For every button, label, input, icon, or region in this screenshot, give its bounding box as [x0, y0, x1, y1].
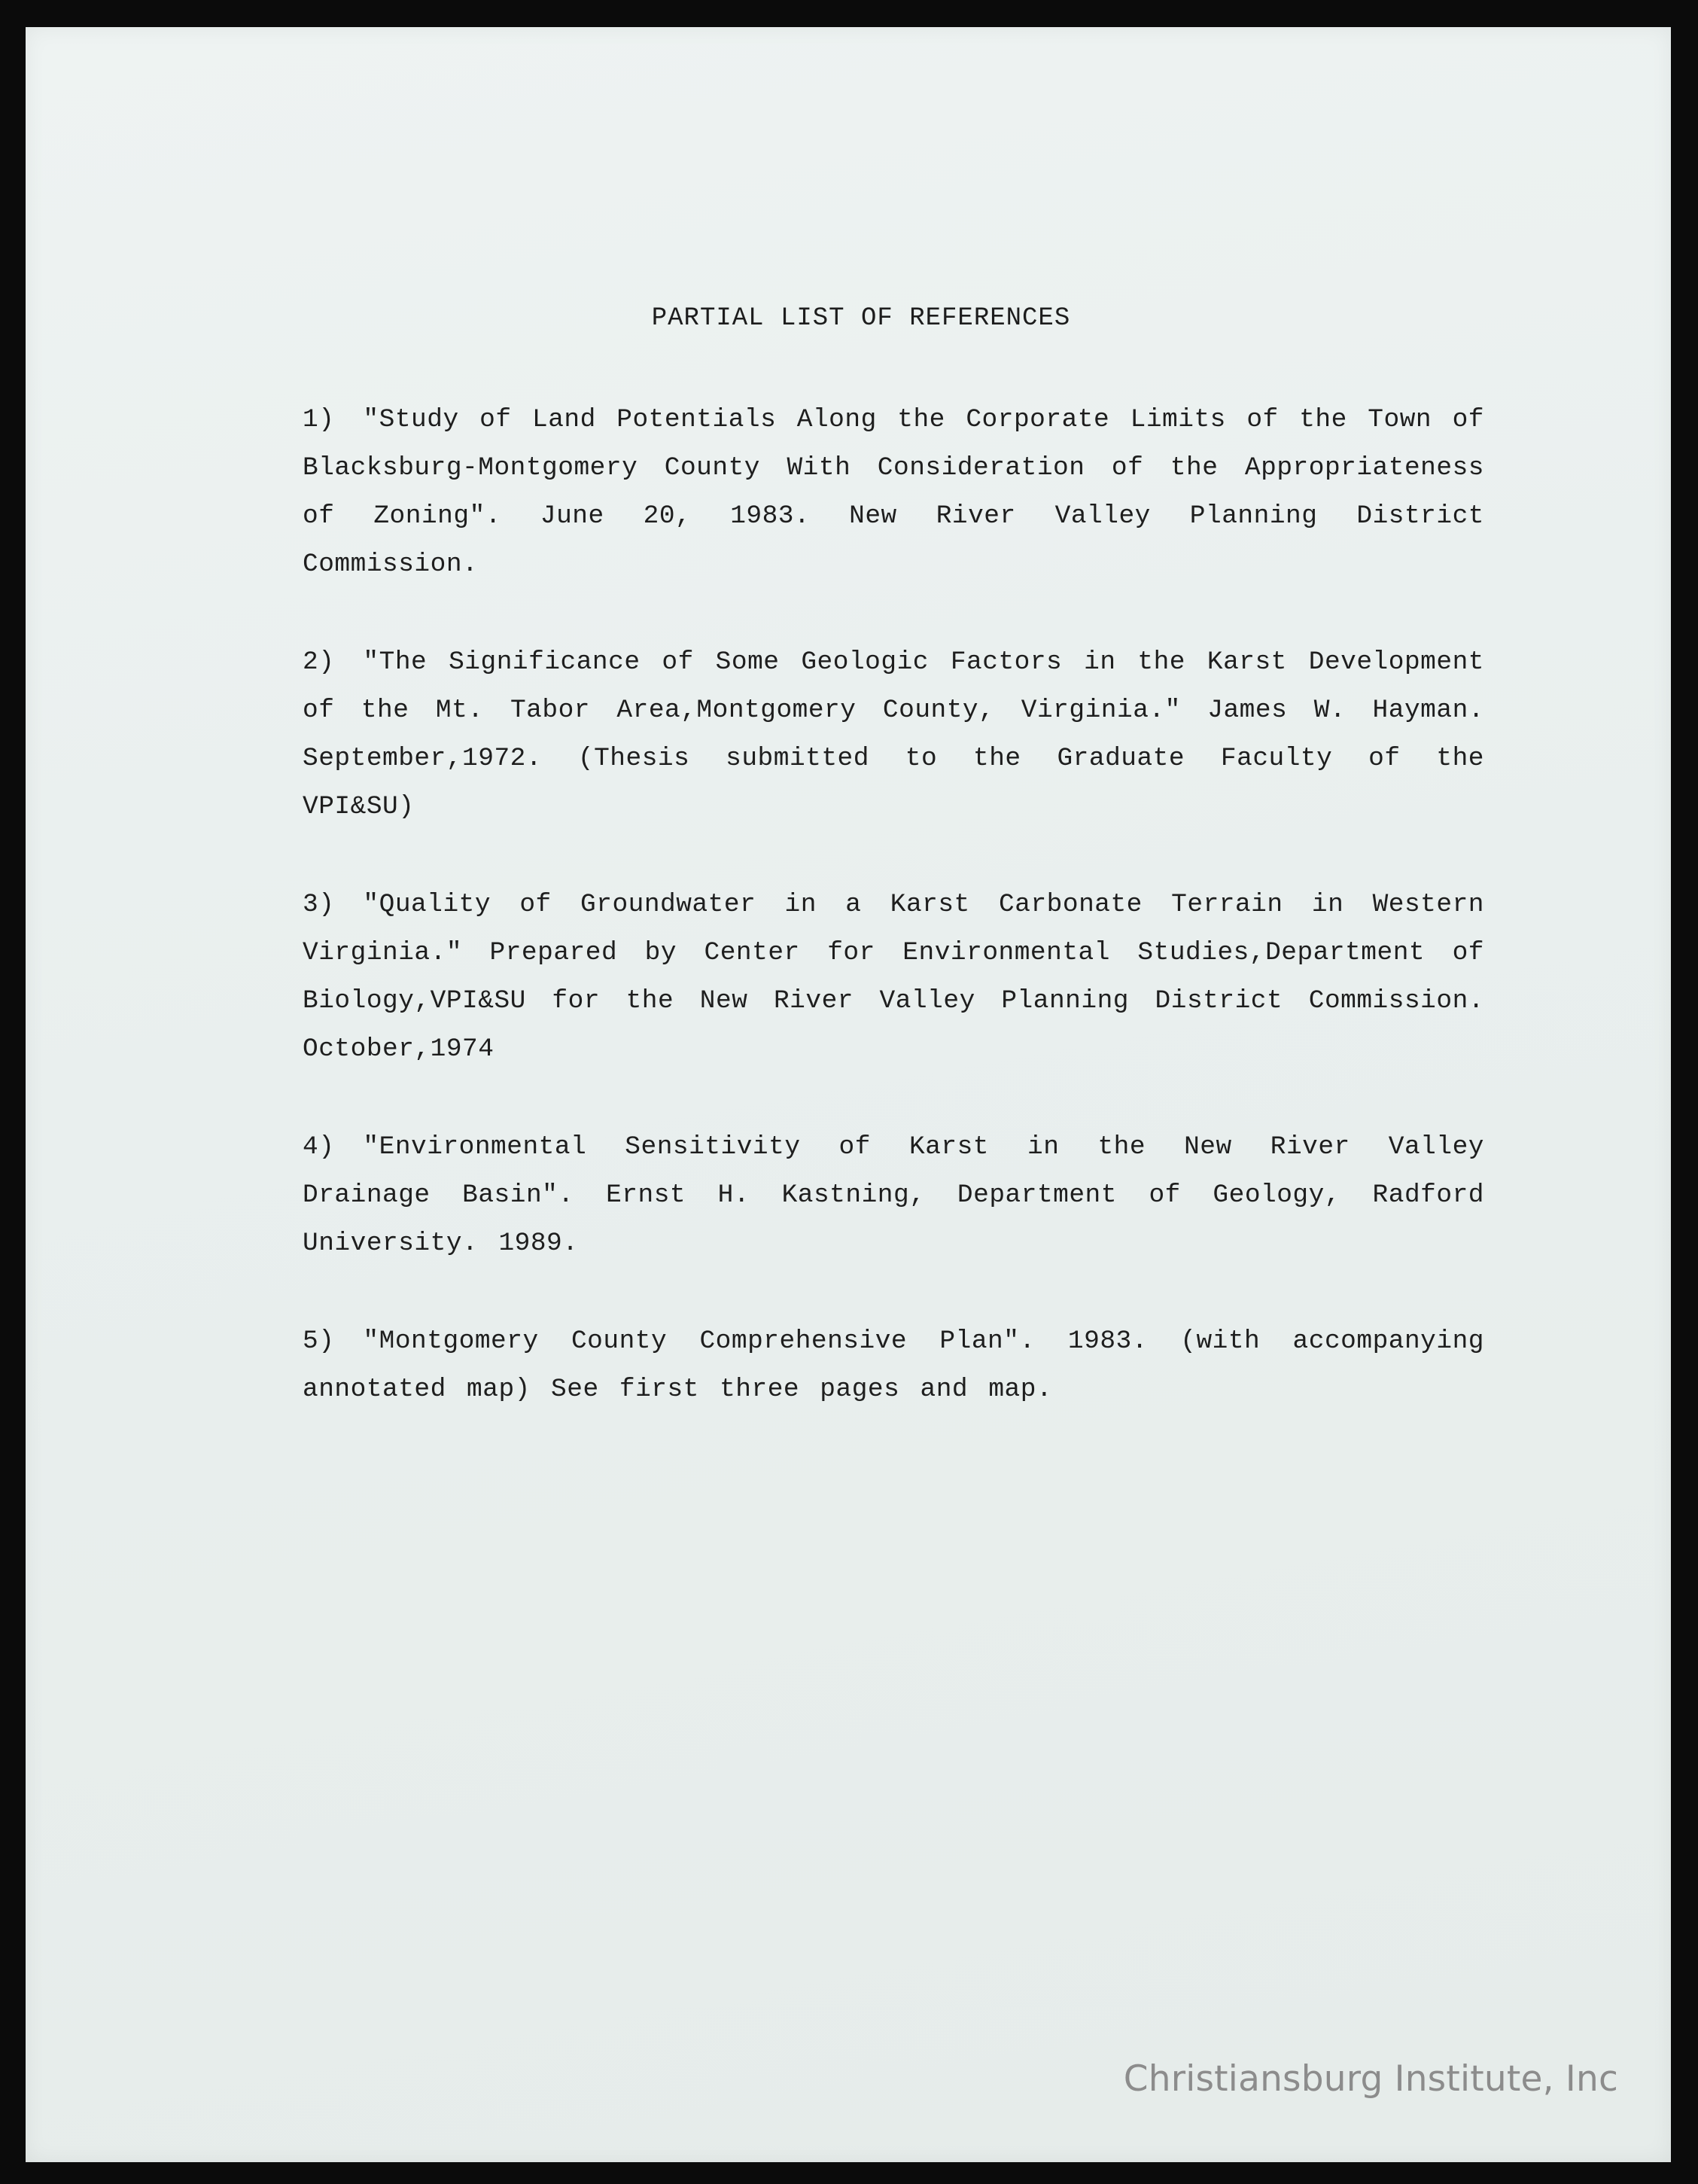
- reference-number: 1): [303, 405, 335, 434]
- reference-list: [303, 396, 1484, 1464]
- reference-text: "Quality of Groundwater in a Karst Carbonate Terrain in Western Virginia." Prepared by Center for Environmental Studies,Department of Biology,VPI&SU for the New River Valley Planning District Commission. October,1974: [303, 890, 1484, 1064]
- reference-text: "Study of Land Potentials Along the Corporate Limits of the Town of Blacksburg-Montgomery County With Consideration of the Appropriateness of Zoning". June 20, 1983. New River Valley Planning District Commission.: [303, 405, 1484, 579]
- reference-number: 4): [303, 1132, 335, 1162]
- reference-item: [303, 638, 1484, 831]
- page-title: PARTIAL LIST OF REFERENCES: [651, 304, 1071, 333]
- reference-item: [303, 881, 1484, 1074]
- reference-text: "Montgomery County Comprehensive Plan". 1983. (with accompanying annotated map) See first three pages and map.: [303, 1327, 1484, 1404]
- reference-number: 5): [303, 1327, 335, 1356]
- reference-number: 2): [303, 647, 335, 677]
- reference-item: [303, 396, 1484, 589]
- document-page: [26, 27, 1671, 2162]
- reference-number: 3): [303, 890, 335, 919]
- reference-item: [303, 1123, 1484, 1268]
- reference-text: "Environmental Sensitivity of Karst in the New River Valley Drainage Basin". Ernst H. Kastning, Department of Geology, Radford University. 1989.: [303, 1132, 1484, 1258]
- reference-item: [303, 1317, 1484, 1414]
- watermark: Christiansburg Institute, Inc: [1123, 2058, 1618, 2100]
- reference-text: "The Significance of Some Geologic Factors in the Karst Development of the Mt. Tabor Area,Montgomery County, Virginia." James W. Hayman. September,1972. (Thesis submitted to the Graduate Faculty of the VPI&SU): [303, 647, 1484, 821]
